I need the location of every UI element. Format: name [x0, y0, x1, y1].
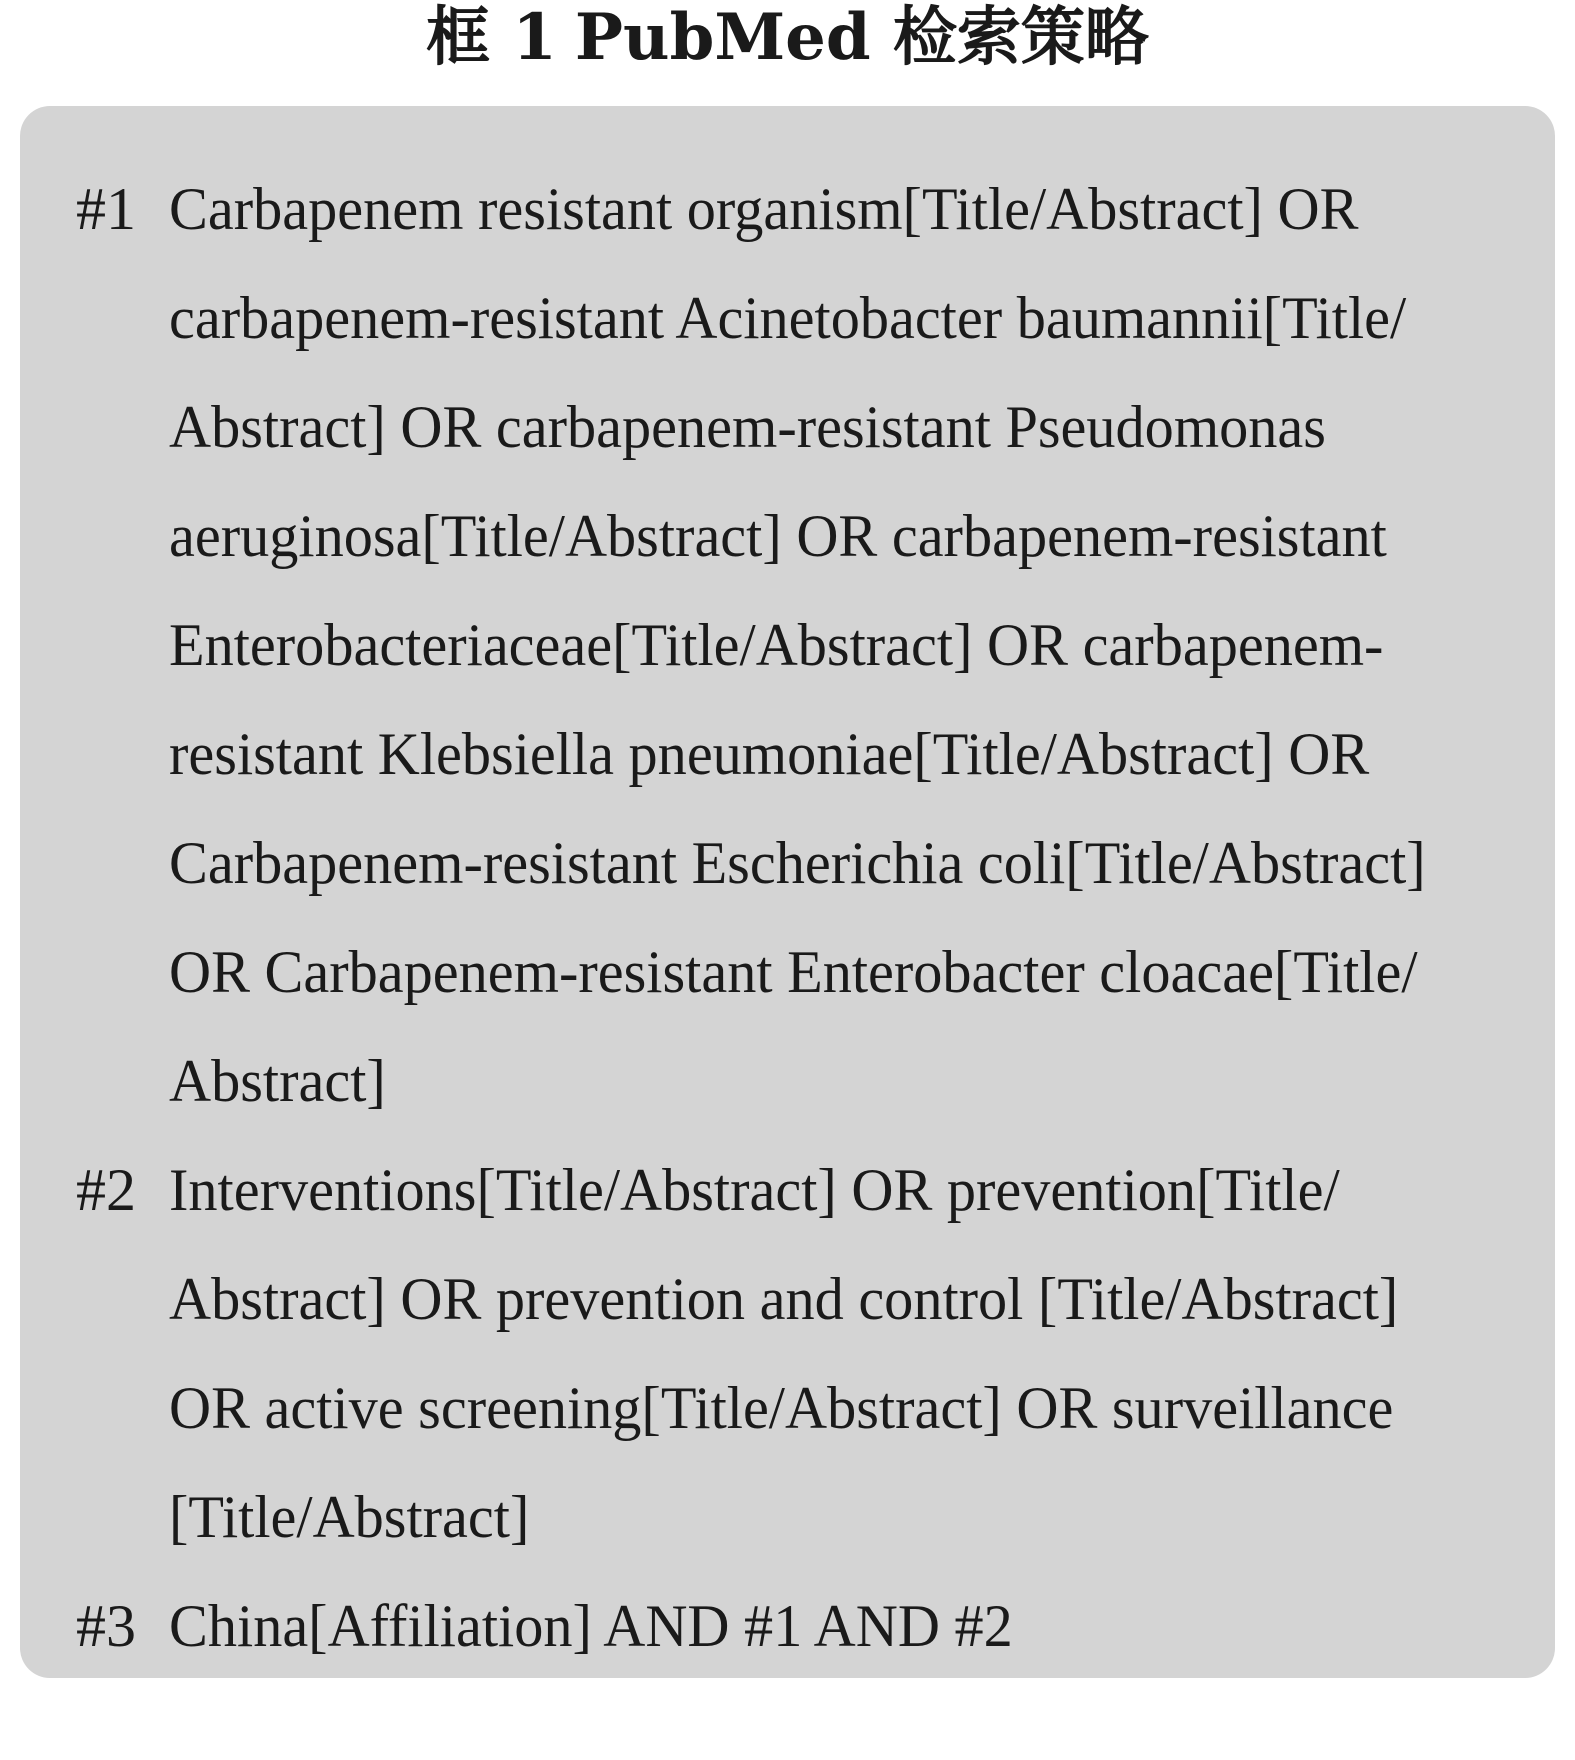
search-entry-1	[20, 176, 1555, 1215]
box-title-text: PubMed 检索策略	[574, 0, 1149, 75]
box-title	[0, 0, 1575, 80]
entry-line: Carbapenem resistant organism[Title/Abstract] OR	[169, 176, 1359, 242]
search-strategy-panel	[20, 106, 1555, 1678]
entry-line: China[Affiliation] AND #1 AND #2	[169, 1593, 1013, 1659]
entry-line: carbapenem-resistant Acinetobacter baumannii[Title/	[169, 285, 1407, 351]
entry-line: OR active screening[Title/Abstract] OR surveillance	[169, 1375, 1394, 1441]
entry-line: Abstract]	[169, 1048, 386, 1114]
entry-line: Carbapenem-resistant Escherichia coli[Title/Abstract]	[169, 830, 1426, 896]
entry-line: Abstract] OR carbapenem-resistant Pseudomonas	[169, 394, 1326, 460]
entry-number: #1	[76, 176, 136, 242]
entry-line: [Title/Abstract]	[169, 1484, 530, 1550]
entry-line: Interventions[Title/Abstract] OR prevention[Title/	[169, 1157, 1340, 1223]
entry-number: #3	[76, 1593, 136, 1659]
entry-line: aeruginosa[Title/Abstract] OR carbapenem-resistant	[169, 503, 1387, 569]
box-label: 框 1	[426, 0, 557, 75]
entry-line: resistant Klebsiella pneumoniae[Title/Abstract] OR	[169, 721, 1370, 787]
entry-line: OR Carbapenem-resistant Enterobacter cloacae[Title/	[169, 939, 1418, 1005]
entry-line: Enterobacteriaceae[Title/Abstract] OR carbapenem-	[169, 612, 1384, 678]
entry-number: #2	[76, 1157, 136, 1223]
search-entry-3	[20, 1593, 1555, 1760]
entry-line: Abstract] OR prevention and control [Title/Abstract]	[169, 1266, 1399, 1332]
